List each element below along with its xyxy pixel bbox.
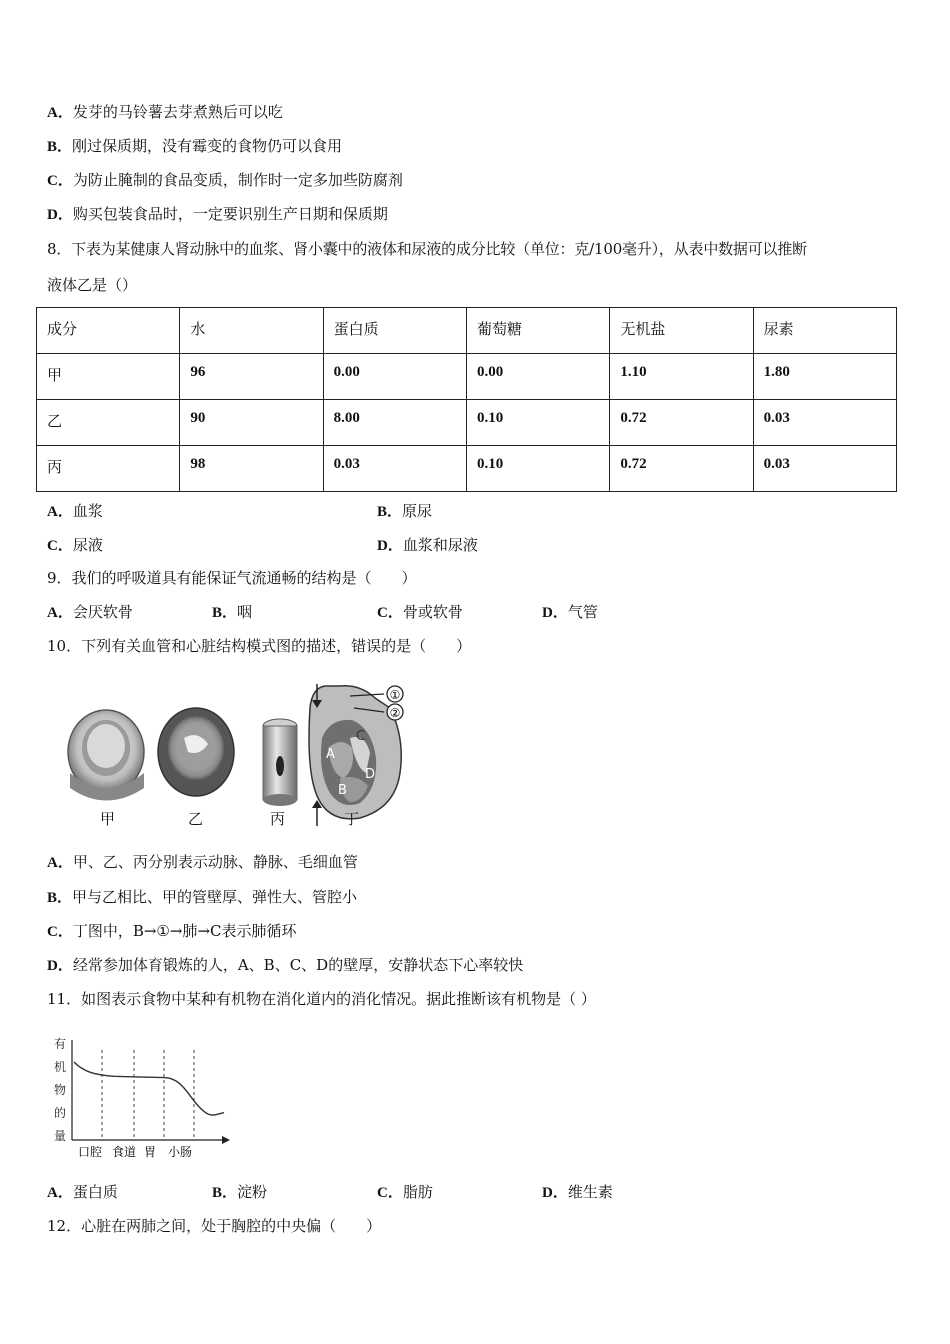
heart-mark-1: ① [389,688,401,702]
q11-option-d: D．维生素 [542,1183,613,1201]
table-header-cell: 水 [180,308,323,354]
table-cell: 0.03 [753,400,896,446]
q8-table [36,307,897,492]
q11-option-a: A．蛋白质 [47,1183,118,1201]
table-header-cell: 尿素 [753,308,896,354]
table-header-cell: 蛋白质 [323,308,466,354]
table-header-row [37,308,897,354]
table-cell: 甲 [37,354,180,400]
q11-option-b: B．淀粉 [212,1183,268,1201]
q9-stem: 9．我们的呼吸道具有能保证气流通畅的结构是（ ） [47,569,417,587]
heart-mark-a: A [326,747,335,762]
q11-stem: 11．如图表示食物中某种有机物在消化道内的消化情况。据此推断该有机物是（ ） [47,990,596,1008]
table-row [37,446,897,492]
x-tick-label: 口腔 [77,1145,103,1159]
q9-option-d: D．气管 [542,603,598,621]
q8-option-a: A．血浆 [47,502,103,520]
table-header-cell: 成分 [37,308,180,354]
figure-label-ding: 丁 [344,810,360,828]
heart-mark-2: ② [389,706,401,720]
figure-label-yi: 乙 [188,810,204,828]
heart-mark-c: C [356,729,366,744]
q10-option-a: A．甲、乙、丙分别表示动脉、静脉、毛细血管 [47,853,358,871]
table-cell: 0.03 [753,446,896,492]
vein-illustration [158,708,234,796]
q10-option-c: C．丁图中，B→①→肺→C表示肺循环 [47,922,297,940]
table-cell: 丙 [37,446,180,492]
table-cell: 1.10 [610,354,753,400]
table-cell: 0.03 [323,446,466,492]
q10-option-b: B．甲与乙相比、甲的管壁厚、弹性大、管腔小 [47,888,358,906]
figure-label-jia: 甲 [100,810,116,828]
q8-option-b: B．原尿 [377,502,433,520]
q9-option-a: A．会厌软骨 [47,603,133,621]
q10-option-d: D．经常参加体育锻炼的人，A、B、C、D的壁厚，安静状态下心率较快 [47,956,524,974]
q8-option-c: C．尿液 [47,536,103,554]
x-tick-label: 小肠 [167,1145,193,1159]
q7-option-d: D．购买包装食品时，一定要识别生产日期和保质期 [47,205,388,223]
q12-stem: 12．心脏在两肺之间，处于胸腔的中央偏（ ） [47,1217,382,1235]
table-row [37,400,897,446]
q7-option-a: A．发芽的马铃薯去芽煮熟后可以吃 [47,103,283,121]
table-header-cell: 无机盐 [610,308,753,354]
q8-option-d: D．血浆和尿液 [377,536,478,554]
q11-option-c: C．脂肪 [377,1183,433,1201]
table-cell: 96 [180,354,323,400]
table-header-cell: 葡萄糖 [466,308,609,354]
capillary-illustration [263,719,297,806]
q10-stem: 10．下列有关血管和心脏结构模式图的描述，错误的是（ ） [47,637,472,655]
q9-option-b: B．咽 [212,603,253,621]
table-cell: 0.00 [323,354,466,400]
heart-illustration [309,684,403,826]
x-tick-label: 胃 [143,1145,157,1159]
table-cell: 乙 [37,400,180,446]
figure-label-bing: 丙 [270,810,286,828]
x-tick-label: 食道 [111,1145,137,1159]
q7-option-b: B．刚过保质期，没有霉变的食物仍可以食用 [47,137,343,155]
q8-stem-line1: 8．下表为某健康人肾动脉中的血浆、肾小囊中的液体和尿液的成分比较（单位：克/100毫升），从表中数据可以推断 [47,240,807,258]
series-line [74,1062,224,1115]
q7-option-c: C．为防止腌制的食品变质，制作时一定多加些防腐剂 [47,171,403,189]
table-cell: 0.10 [466,446,609,492]
chart-ylabel: 有机物的量 [54,1037,67,1143]
q8-stem-line2: 液体乙是（） [47,276,138,294]
table-cell: 0.72 [610,446,753,492]
q9-option-c: C．骨或软骨 [377,603,463,621]
table-row [37,354,897,400]
table-cell: 0.72 [610,400,753,446]
digestion-chart [44,1034,234,1164]
table-cell: 1.80 [753,354,896,400]
table-cell: 8.00 [323,400,466,446]
table-cell: 0.10 [466,400,609,446]
table-cell: 0.00 [466,354,609,400]
artery-illustration [68,710,144,801]
heart-mark-b: B [338,783,347,798]
heart-mark-d: D [365,767,376,782]
table-cell: 90 [180,400,323,446]
table-cell: 98 [180,446,323,492]
